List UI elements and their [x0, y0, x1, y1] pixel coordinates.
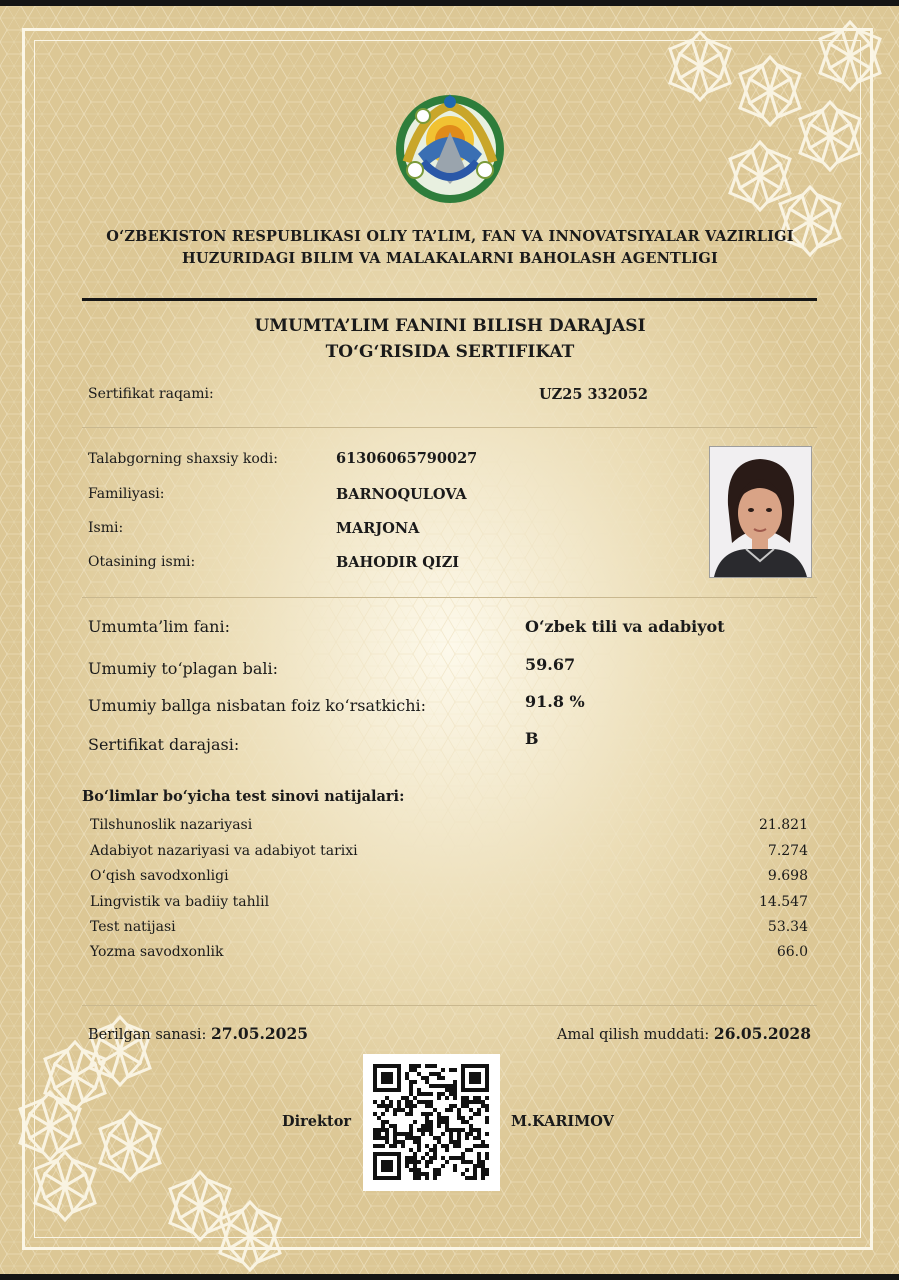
certificate-title-line-2: TO‘G‘RISIDA SERTIFIKAT: [325, 342, 575, 362]
surname-label: Familiyasi:: [88, 486, 165, 502]
qr-code-icon: [363, 1054, 500, 1191]
state-emblem-icon: [393, 92, 507, 206]
divider: [82, 427, 817, 428]
divider: [82, 1005, 817, 1006]
header-divider: [82, 298, 817, 301]
ministry-line-1: O‘ZBEKISTON RESPUBLIKASI OLIY TA’LIM, FAN VA INNOVATSIYALAR VAZIRLIGI: [106, 228, 794, 245]
valid-until: [557, 1024, 811, 1043]
result-row: [90, 893, 808, 911]
subject-value: O‘zbek tili va adabiyot: [525, 617, 725, 636]
director-label: Direktor: [282, 1113, 352, 1130]
result-value: 7.274: [767, 843, 808, 859]
score-value: 59.67: [525, 655, 576, 674]
result-value: 53.34: [767, 919, 808, 935]
patronymic-label: Otasining ismi:: [88, 554, 196, 570]
valid-label: Amal qilish muddati:: [556, 1027, 710, 1043]
issued-label: Berilgan sanasi:: [88, 1027, 207, 1043]
result-name: Tilshunoslik nazariyasi: [90, 817, 253, 833]
result-row: [90, 842, 808, 860]
certificate-title-line-1: UMUMTA’LIM FANINI BILISH DARAJASI: [254, 316, 646, 336]
percent-label: Umumiy ballga nisbatan foiz ko‘rsatkichi:: [88, 696, 427, 715]
result-row: [90, 816, 808, 834]
applicant-photo: [709, 446, 812, 578]
certificate-number-value: UZ25 332052: [539, 386, 648, 403]
valid-value: 26.05.2028: [713, 1024, 811, 1043]
result-row: [90, 867, 808, 885]
percent-value: 91.8 %: [525, 692, 585, 711]
pinfl-value: 61306065790027: [336, 450, 478, 467]
issued-date: [88, 1024, 308, 1043]
result-value: 21.821: [759, 817, 808, 833]
name-label: Ismi:: [88, 520, 124, 536]
name-value: MARJONA: [336, 520, 420, 537]
surname-value: BARNOQULOVA: [336, 486, 467, 503]
result-value: 9.698: [767, 868, 808, 884]
pinfl-label: Talabgorning shaxsiy kodi:: [88, 451, 278, 467]
result-name: Test natijasi: [90, 919, 176, 935]
issued-value: 27.05.2025: [210, 1024, 309, 1043]
divider: [82, 597, 817, 598]
result-name: Lingvistik va badiiy tahlil: [90, 894, 270, 910]
result-value: 14.547: [759, 894, 808, 910]
score-label: Umumiy to‘plagan bali:: [88, 659, 278, 678]
level-value: B: [525, 729, 539, 748]
director-name: M.KARIMOV: [511, 1113, 614, 1130]
subject-label: Umumta’lim fani:: [88, 617, 230, 636]
certificate-page: [0, 6, 899, 1274]
result-name: Adabiyot nazariyasi va adabiyot tarixi: [90, 843, 358, 859]
result-name: O‘qish savodxonligi: [90, 868, 229, 884]
result-row: [90, 918, 808, 936]
ministry-line-2: HUZURIDAGI BILIM VA MALAKALARNI BAHOLASH AGENTLIGI: [182, 250, 718, 267]
result-name: Yozma savodxonlik: [90, 944, 224, 960]
level-label: Sertifikat darajasi:: [88, 735, 240, 754]
certificate-number-label: Sertifikat raqami:: [88, 386, 214, 402]
patronymic-value: BAHODIR QIZI: [336, 554, 460, 571]
result-value: 66.0: [776, 944, 808, 960]
result-row: [90, 943, 808, 961]
results-heading: Bo‘limlar bo‘yicha test sinovi natijalari:: [82, 788, 405, 805]
